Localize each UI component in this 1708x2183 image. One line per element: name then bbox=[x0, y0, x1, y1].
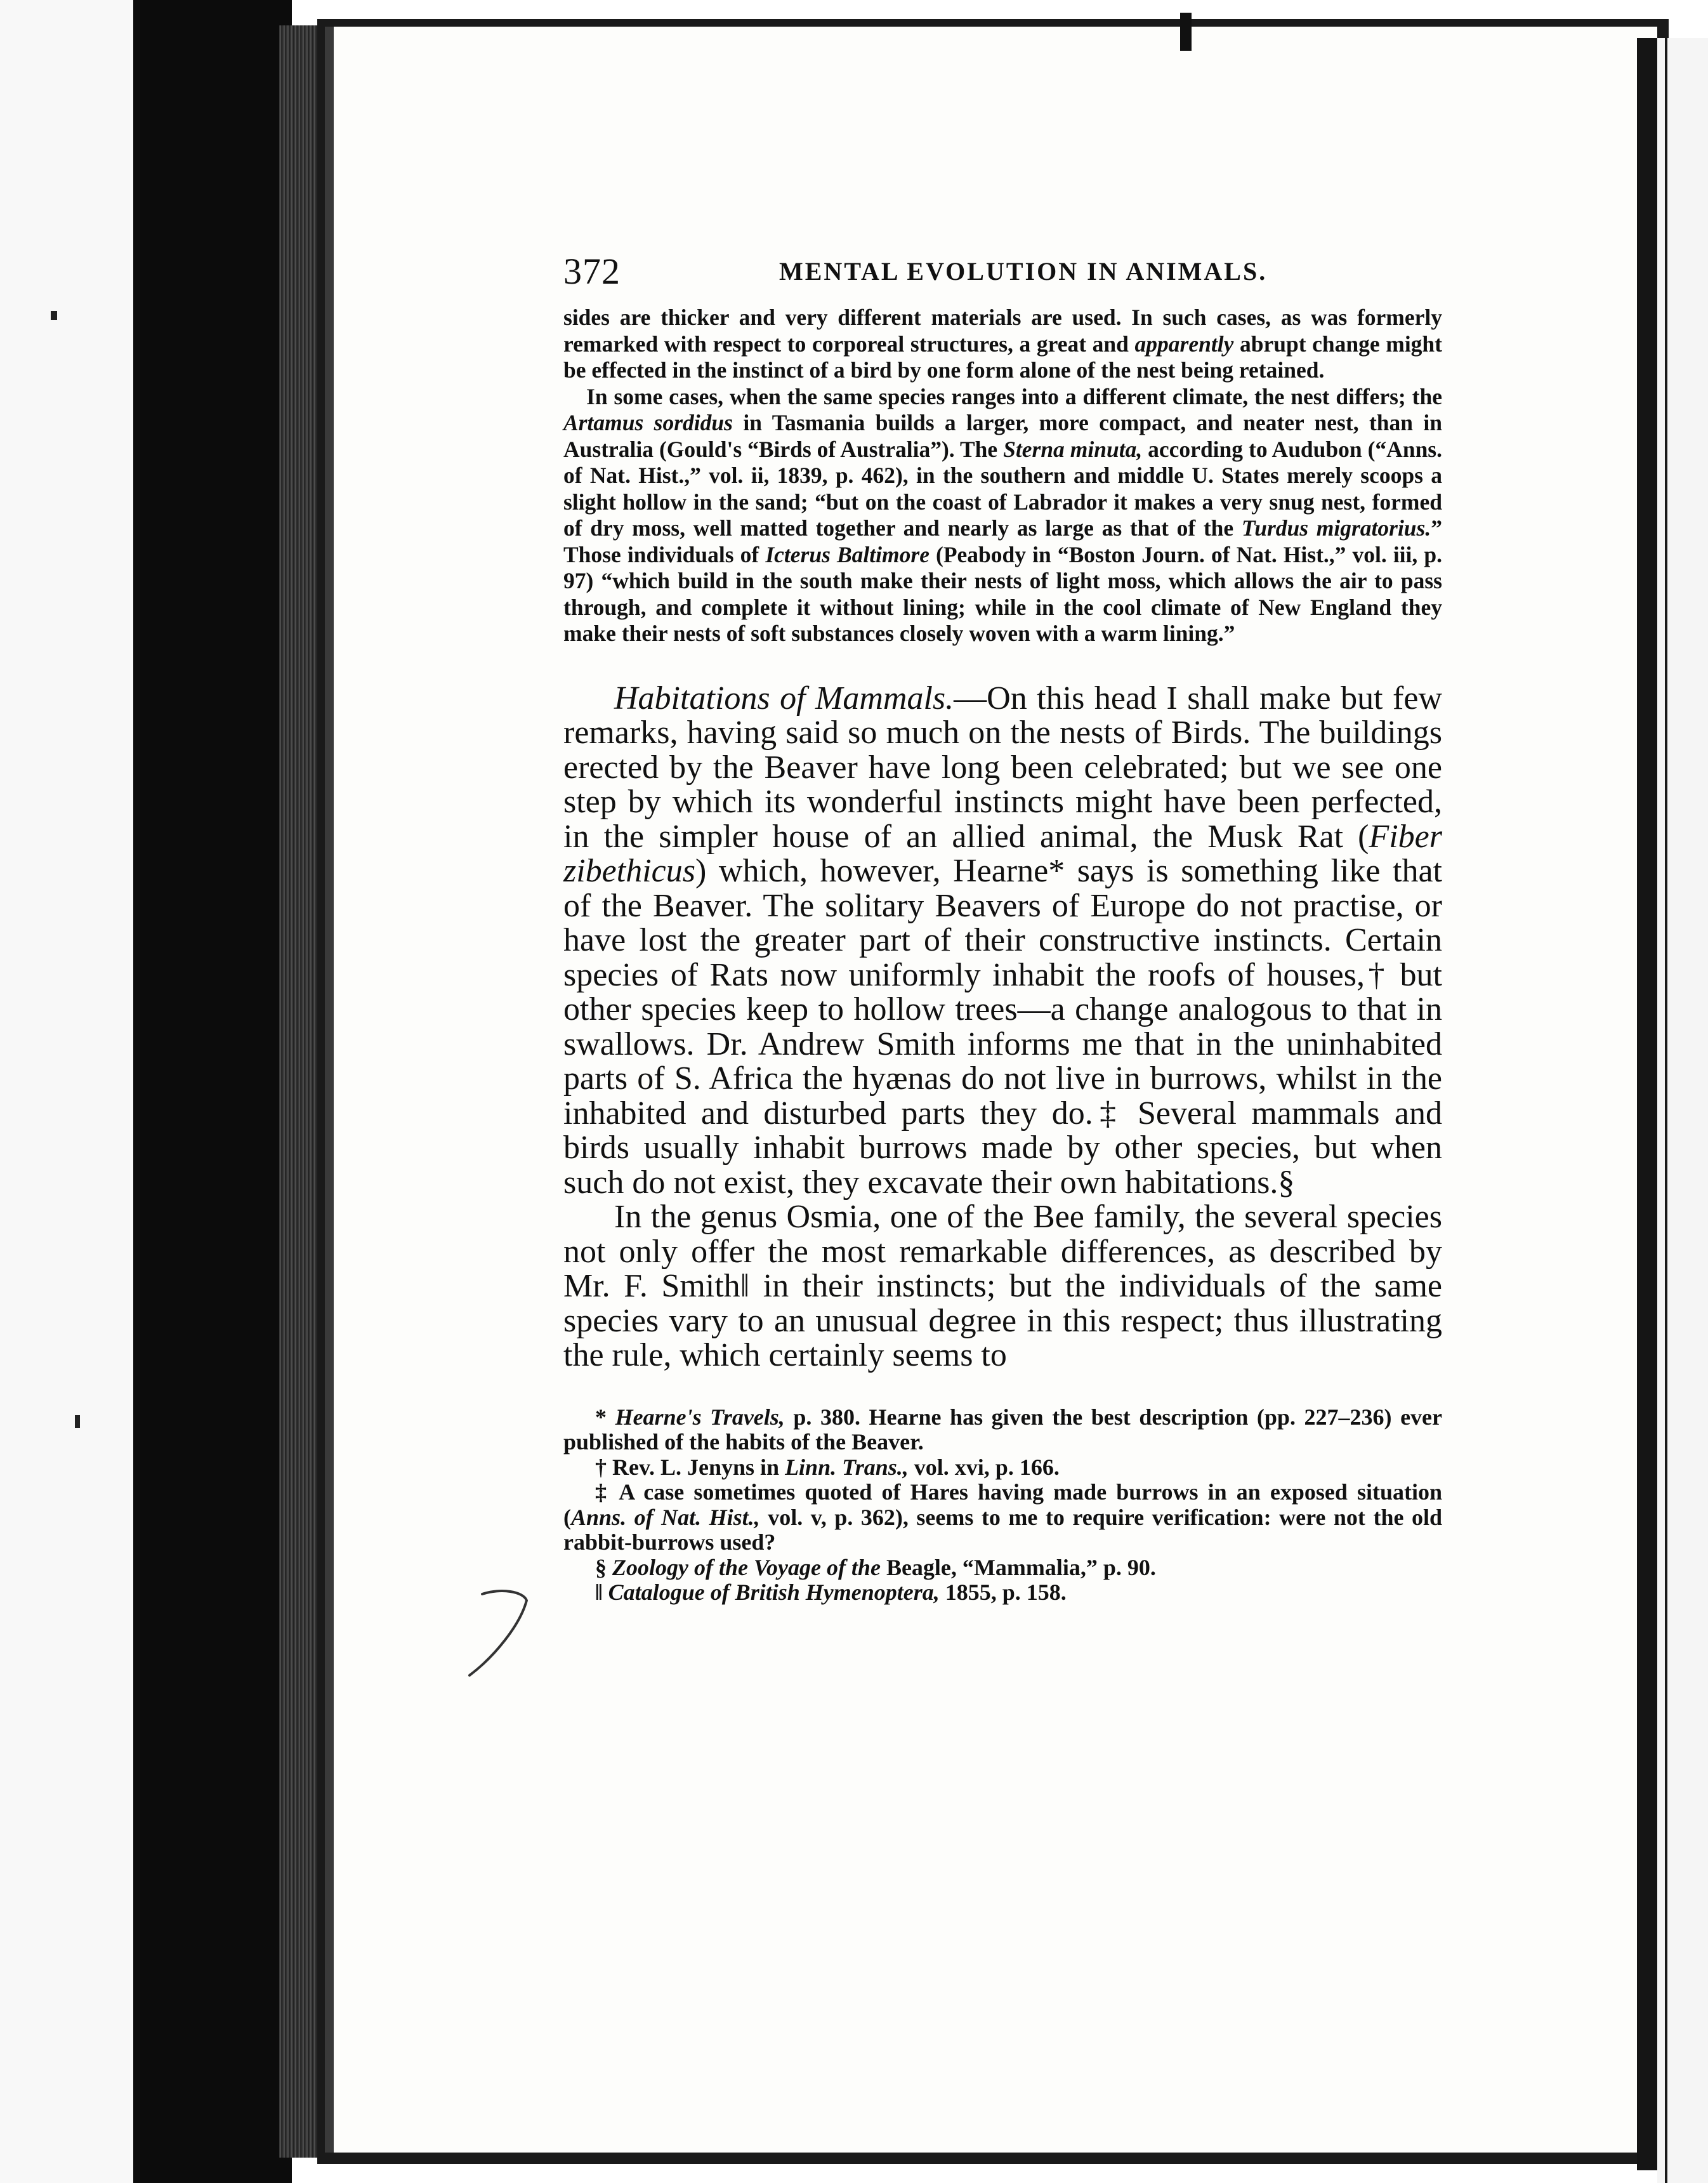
quote-text: in Tasmania builds a larger, more compact, and neater nest, than in Australia (Gould's “Birds of Australia”). The bbox=[563, 410, 1442, 462]
main-text bbox=[563, 682, 1442, 1373]
quote-text: (Peabody in “Boston Journ. of Nat. Hist.,” vol. iii, p. 97) “which build in the south make their nests of light moss, which allows the air to pass through, and complete it without lining; while in the cool climate of New England they make their nests of soft substances closely woven with a warm lining.” bbox=[563, 541, 1442, 646]
scan-left-margin bbox=[0, 0, 133, 2183]
footnote-italic: Catalogue of British Hymenoptera, bbox=[608, 1580, 940, 1605]
quote-italic: Icterus Baltimore bbox=[765, 541, 930, 567]
text-block bbox=[563, 241, 1442, 1606]
page-gutter-shade bbox=[325, 27, 334, 2153]
quote-italic: Sterna minuta, bbox=[1003, 436, 1143, 462]
facing-page-edge bbox=[1665, 38, 1667, 2183]
footnote-text: p. 380. Hearne has given the best description (pp. 227–236) ever published of the habits of the Beaver. bbox=[563, 1404, 1443, 1454]
body-text: —On this head I shall make but few remarks, having said so much on the nests of Birds. The buildings erected by the Beaver have long been celebrated; but we see one step by which its wonderful instincts might have been perfected, in the simpler house of an allied animal, the Musk Rat ( bbox=[563, 680, 1443, 855]
footnote bbox=[563, 1480, 1442, 1555]
footnote bbox=[563, 1580, 1442, 1606]
footnote-marker: ‖ bbox=[595, 1580, 603, 1605]
footnote-italic: Anns. of Nat. Hist., bbox=[571, 1504, 760, 1530]
quote-text: sides are thicker and very different materials are used. In such cases, as was formerly remarked with respect to corporeal structures, a great and bbox=[563, 305, 1442, 357]
section-heading-italic: Habitations of Mammals. bbox=[614, 680, 954, 716]
scan-speck bbox=[51, 311, 57, 320]
body-paragraph bbox=[563, 682, 1442, 1201]
quote-italic: Artamus sordidus bbox=[563, 410, 733, 435]
quote-italic: apparently bbox=[1134, 331, 1234, 357]
running-head bbox=[563, 241, 1442, 305]
footnote-italic: Linn. Trans., bbox=[785, 1454, 909, 1480]
footnote bbox=[563, 1555, 1442, 1581]
scan-speck bbox=[75, 1415, 80, 1428]
page-number: 372 bbox=[563, 251, 621, 292]
quote-text: ” Those individuals of bbox=[563, 515, 1442, 567]
body-text: ) which, however, Hearne* says is something like that of the Beaver. The solitary Beavers of Europe do not practise, or have lost the greater part of their constructive instincts. Certain species of Rats now uniformly inhabit the roofs of houses,† but other species keep to hollow trees—a change analogous to that in swallows. Dr. Andrew Smith informs me that in the uninhabited parts of S. Africa the hyænas do not live in burrows, whilst in the inhabited and disturbed parts they do.‡ Several mammals and birds usually inhabit burrows made by other species, but when such do not exist, they excavate their own habitations.§ bbox=[563, 853, 1442, 1201]
quote-paragraph bbox=[563, 305, 1442, 384]
footnote-italic: Zoology of the Voyage of the bbox=[612, 1554, 881, 1580]
body-italic: Fiber zibethicus bbox=[563, 818, 1442, 889]
quote-italic: Turdus migratorius. bbox=[1241, 515, 1431, 541]
quoted-passage bbox=[563, 305, 1442, 647]
footnotes bbox=[563, 1405, 1442, 1606]
pencil-annotation-mark bbox=[457, 1586, 539, 1682]
facing-page-gutter bbox=[1637, 38, 1657, 2170]
scan-mark bbox=[1180, 13, 1192, 51]
footnote-marker: § bbox=[595, 1554, 607, 1580]
footnote-text: Rev. L. Jenyns in bbox=[607, 1454, 785, 1480]
quote-text: In some cases, when the same species ranges into a different climate, the nest differs; the bbox=[586, 383, 1442, 409]
footnote-marker: * bbox=[595, 1404, 607, 1430]
footnote-marker: ‡ bbox=[595, 1479, 611, 1505]
quote-paragraph bbox=[563, 384, 1442, 647]
body-text: In the genus Osmia, one of the Bee family, the several species not only offer the most remarkable differences, as described by Mr. F. Smith‖ in their instincts; but the individuals of the same species vary to an unusual degree in this respect; thus illustrating the rule, which certainly seems to bbox=[563, 1199, 1442, 1373]
footnote-italic: Hearne's Travels, bbox=[615, 1404, 785, 1430]
footnote-text: vol. xvi, p. 166. bbox=[908, 1454, 1060, 1480]
quote-text: abrupt change might be effected in the instinct of a bird by one form alone of the nest being retained. bbox=[563, 331, 1443, 383]
footnote-marker: † bbox=[595, 1454, 607, 1480]
running-title: MENTAL EVOLUTION IN ANIMALS. bbox=[779, 257, 1268, 286]
body-paragraph bbox=[563, 1200, 1442, 1373]
page-edges bbox=[279, 25, 317, 2158]
footnote bbox=[563, 1455, 1442, 1481]
quote-text: according to Audubon (“Anns. of Nat. Hist.,” vol. ii, 1839, p. 462), in the southern and middle U. States merely scoops a slight hollow in the sand; “but on the coast of Labrador it makes a very snug nest, formed of dry moss, well matted together and nearly as large as that of the bbox=[563, 436, 1442, 541]
footnote-text: vol. v, p. 362), seems to me to require verification: were not the old rabbit-burrows used? bbox=[563, 1504, 1443, 1555]
footnote-text: Beagle, “Mammalia,” p. 90. bbox=[880, 1554, 1156, 1580]
footnote-text: A case sometimes quoted of Hares having made burrows in an exposed situation ( bbox=[563, 1479, 1442, 1530]
book-spine-shadow bbox=[133, 0, 292, 2183]
footnote-text: 1855, p. 158. bbox=[939, 1580, 1067, 1605]
footnote bbox=[563, 1405, 1442, 1455]
